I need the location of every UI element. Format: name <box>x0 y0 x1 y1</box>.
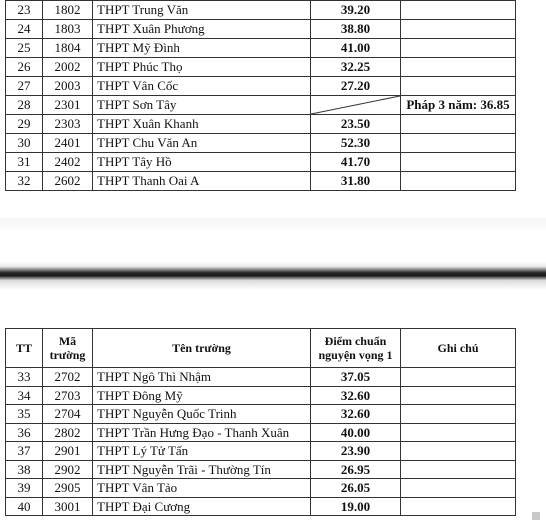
table-row <box>6 153 516 172</box>
school-code: 2704 <box>43 405 93 424</box>
table-row <box>6 368 516 387</box>
row-number: 33 <box>6 368 43 387</box>
school-code: 2002 <box>43 58 93 77</box>
cutoff-score: 27.20 <box>311 77 401 96</box>
table-row <box>6 39 516 58</box>
school-code: 2802 <box>43 423 93 442</box>
row-number: 28 <box>6 96 43 115</box>
school-code: 2905 <box>43 479 93 498</box>
note-cell <box>401 20 516 39</box>
cutoff-score <box>311 96 401 115</box>
header-ma-line1: Mã <box>58 334 77 348</box>
cutoff-score: 38.80 <box>311 20 401 39</box>
school-code: 1802 <box>43 1 93 20</box>
table-row <box>6 96 516 115</box>
school-name: THPT Nguyễn Quốc Trinh <box>93 405 311 424</box>
header-name: Tên trường <box>93 329 311 368</box>
row-number: 34 <box>6 386 43 405</box>
school-code: 1803 <box>43 20 93 39</box>
page-break <box>0 218 546 296</box>
table-row <box>6 405 516 424</box>
school-name: THPT Xuân Khanh <box>93 115 311 134</box>
table-row <box>6 1 516 20</box>
note-cell <box>401 442 516 461</box>
school-name: THPT Ngô Thì Nhậm <box>93 368 311 387</box>
cutoff-score: 32.25 <box>311 58 401 77</box>
header-score <box>311 329 401 368</box>
school-name: THPT Đại Cương <box>93 497 311 516</box>
row-number: 29 <box>6 115 43 134</box>
cutoff-score: 52.30 <box>311 134 401 153</box>
table-row <box>6 460 516 479</box>
cutoff-score: 32.60 <box>311 405 401 424</box>
school-name: THPT Sơn Tây <box>93 96 311 115</box>
table-row <box>6 77 516 96</box>
note-cell <box>401 405 516 424</box>
row-number: 35 <box>6 405 43 424</box>
cutoff-score: 37.05 <box>311 368 401 387</box>
cutoff-score: 39.20 <box>311 1 401 20</box>
row-number: 31 <box>6 153 43 172</box>
cutoff-score: 26.95 <box>311 460 401 479</box>
header-score-line2: nguyện vọng 1 <box>318 348 393 362</box>
note-cell <box>401 39 516 58</box>
school-name: THPT Vân Tảo <box>93 479 311 498</box>
header-tt: TT <box>6 329 43 368</box>
school-code: 2303 <box>43 115 93 134</box>
note-cell <box>401 153 516 172</box>
table-row <box>6 479 516 498</box>
note-cell <box>401 423 516 442</box>
cutoff-score: 23.50 <box>311 115 401 134</box>
page-top-section <box>0 0 546 218</box>
table-row <box>6 172 516 191</box>
row-number: 39 <box>6 479 43 498</box>
school-name: THPT Trung Văn <box>93 1 311 20</box>
row-number: 24 <box>6 20 43 39</box>
school-name: THPT Trần Hưng Đạo - Thanh Xuân <box>93 423 311 442</box>
cutoff-score: 32.60 <box>311 386 401 405</box>
school-code: 2401 <box>43 134 93 153</box>
note-cell <box>401 1 516 20</box>
school-code: 2703 <box>43 386 93 405</box>
school-code: 3001 <box>43 497 93 516</box>
school-code: 2003 <box>43 77 93 96</box>
table-row <box>6 20 516 39</box>
row-number: 23 <box>6 1 43 20</box>
table-row <box>6 115 516 134</box>
note-cell <box>401 172 516 191</box>
top-score-table <box>5 0 516 191</box>
school-code: 1804 <box>43 39 93 58</box>
cutoff-score: 40.00 <box>311 423 401 442</box>
note-cell <box>401 115 516 134</box>
row-number: 36 <box>6 423 43 442</box>
corner-scroll-mark <box>532 512 540 520</box>
header-ma <box>43 329 93 368</box>
row-number: 40 <box>6 497 43 516</box>
school-code: 2902 <box>43 460 93 479</box>
table-row <box>6 497 516 516</box>
table-row <box>6 423 516 442</box>
school-name: THPT Đông Mỹ <box>93 386 311 405</box>
cutoff-score: 31.80 <box>311 172 401 191</box>
cutoff-score: 19.00 <box>311 497 401 516</box>
table-row <box>6 442 516 461</box>
note-cell <box>401 368 516 387</box>
school-name: THPT Nguyễn Trãi - Thường Tín <box>93 460 311 479</box>
cutoff-score: 41.70 <box>311 153 401 172</box>
note-cell <box>401 134 516 153</box>
note-cell <box>401 479 516 498</box>
note-cell <box>401 58 516 77</box>
table-row <box>6 58 516 77</box>
school-code: 2702 <box>43 368 93 387</box>
row-number: 32 <box>6 172 43 191</box>
school-code: 2301 <box>43 96 93 115</box>
note-cell: Pháp 3 năm: 36.85 <box>401 96 516 115</box>
school-name: THPT Xuân Phương <box>93 20 311 39</box>
school-name: THPT Chu Văn An <box>93 134 311 153</box>
note-cell <box>401 77 516 96</box>
school-name: THPT Phúc Thọ <box>93 58 311 77</box>
table-row <box>6 134 516 153</box>
school-name: THPT Mỹ Đình <box>93 39 311 58</box>
cutoff-score: 23.90 <box>311 442 401 461</box>
school-name: THPT Lý Tử Tấn <box>93 442 311 461</box>
school-code: 2602 <box>43 172 93 191</box>
table-row <box>6 386 516 405</box>
school-name: THPT Thanh Oai A <box>93 172 311 191</box>
row-number: 26 <box>6 58 43 77</box>
note-cell <box>401 460 516 479</box>
header-note: Ghi chú <box>401 329 516 368</box>
row-number: 37 <box>6 442 43 461</box>
table-header-row <box>6 329 516 368</box>
cutoff-score: 41.00 <box>311 39 401 58</box>
bottom-score-table <box>5 328 516 516</box>
note-cell <box>401 386 516 405</box>
row-number: 25 <box>6 39 43 58</box>
row-number: 30 <box>6 134 43 153</box>
row-number: 38 <box>6 460 43 479</box>
row-number: 27 <box>6 77 43 96</box>
note-cell <box>401 497 516 516</box>
page-bottom-section <box>0 296 546 522</box>
school-code: 2402 <box>43 153 93 172</box>
school-code: 2901 <box>43 442 93 461</box>
header-score-line1: Điểm chuẩn <box>324 334 387 348</box>
school-name: THPT Tây Hồ <box>93 153 311 172</box>
cutoff-score: 26.05 <box>311 479 401 498</box>
header-ma-line2: trường <box>49 348 86 362</box>
diagonal-line <box>311 96 400 114</box>
school-name: THPT Vân Cốc <box>93 77 311 96</box>
